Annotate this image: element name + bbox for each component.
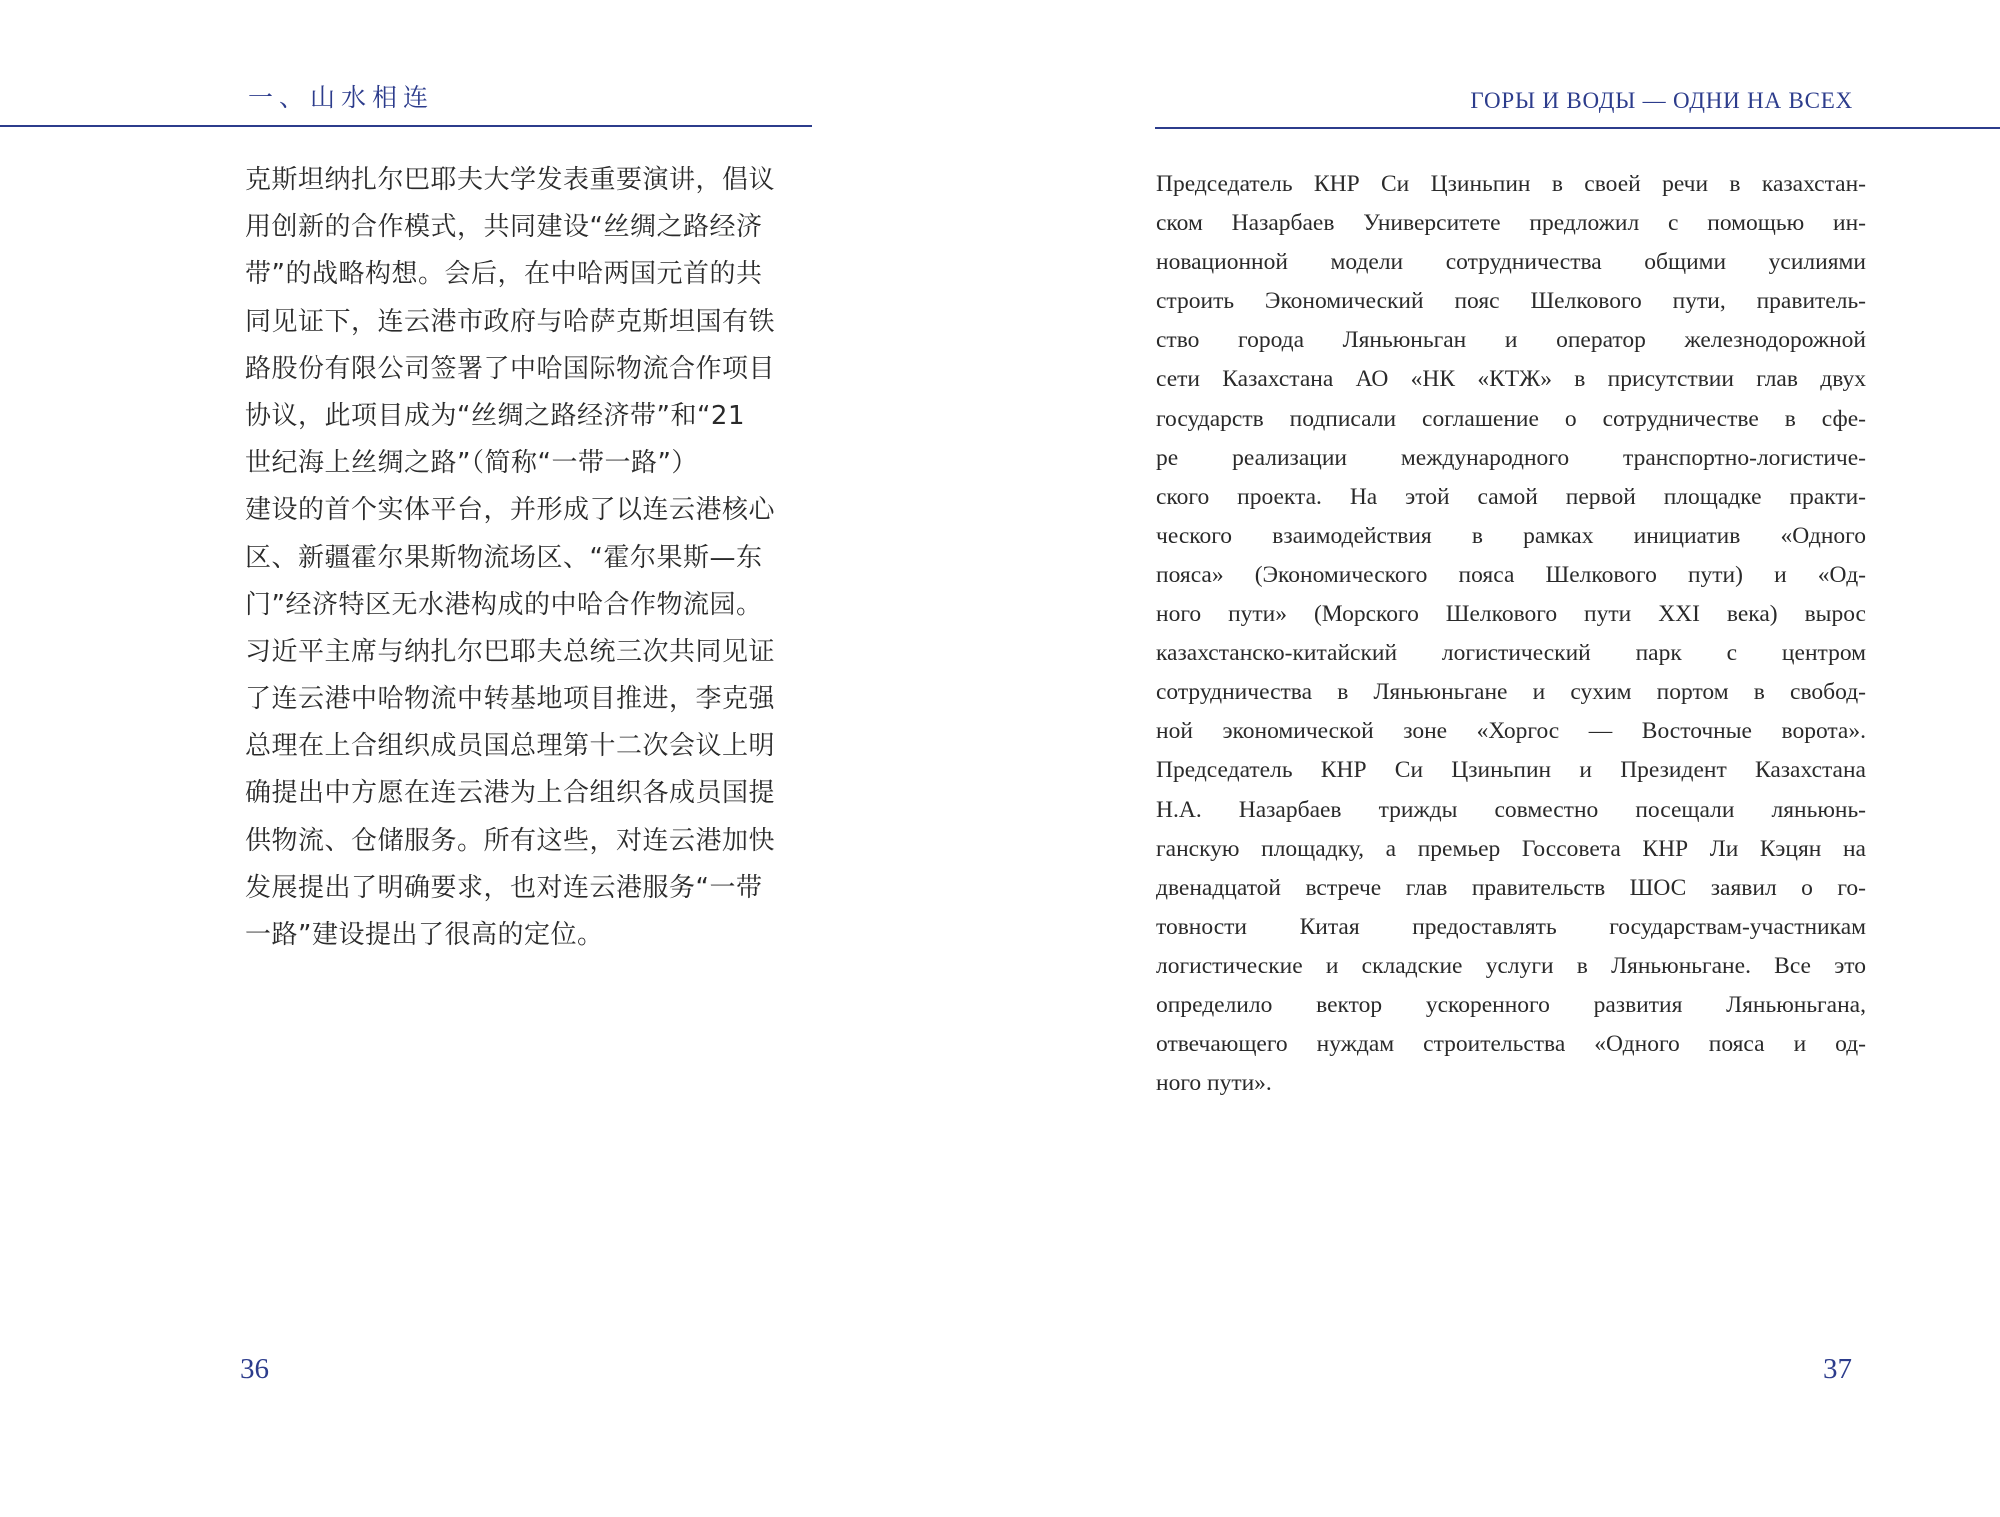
text-line: 区、新疆霍尔果斯物流场区、“霍尔果斯—东 [245, 542, 763, 573]
text-line: товности Китая предоставлять государствам-участникам [1156, 913, 1866, 940]
text-line: новационной модели сотрудничества общими усилиями [1156, 249, 1866, 276]
text-line: 了连云港中哈物流中转基地项目推进，李克强 [245, 684, 776, 715]
text-line: Председатель КНР Си Цзиньпин в своей речи в казахстан- [1156, 171, 1866, 197]
text-line: 路股份有限公司签署了中哈国际物流合作项目 [245, 353, 776, 384]
right-running-header: ГОРЫ И ВОДЫ — ОДНИ НА ВСЕХ [1470, 88, 1853, 113]
text-line: 带”的战略构想。会后，在中哈两国元首的共 [245, 259, 763, 290]
text-line: 供物流、仓储服务。所有这些，对连云港加快 [245, 825, 776, 856]
text-line: пояса» (Экономического пояса Шелкового пути) и «Од- [1156, 561, 1866, 588]
text-line: 习近平主席与纳扎尔巴耶夫总统三次共同见证 [245, 636, 776, 667]
text-line: сотрудничества в Ляньюньгане и сухим портом в свобод- [1156, 679, 1866, 706]
text-line: 同见证下，连云港市政府与哈萨克斯坦国有铁 [245, 306, 776, 337]
right-page-number: 37 [1823, 1353, 1852, 1385]
text-line: казахстанско-китайский логистический парк с центром [1156, 640, 1866, 667]
text-line: ском Назарбаев Университете предложил с помощью ин- [1156, 210, 1866, 237]
text-line: ганскую площадку, а премьер Госсовета КНР Ли Кэцян на [1156, 835, 1866, 862]
text-line: 建设的首个实体平台，并形成了以连云港核心 [245, 495, 776, 526]
left-running-header: 一、山水相连 [248, 83, 435, 112]
text-line: логистические и складские услуги в Ляньюньгане. Все это [1156, 952, 1866, 979]
right-page [1000, 0, 2000, 1517]
text-line: ство города Ляньюньган и оператор железнодорожной [1156, 327, 1866, 354]
russian-body-text [1156, 165, 1866, 1103]
text-line: 克斯坦纳扎尔巴耶夫大学发表重要演讲，倡议 [245, 165, 776, 195]
text-line: Н.А. Назарбаев трижды совместно посещали ляньюнь- [1156, 796, 1866, 823]
text-line: двенадцатой встрече глав правительств ШОС заявил о го- [1156, 874, 1866, 901]
left-page-number: 36 [240, 1353, 269, 1385]
text-line: государств подписали соглашение о сотрудничестве в сфе- [1156, 405, 1866, 432]
text-line: строить Экономический пояс Шелкового пути, правитель- [1156, 288, 1866, 315]
text-line: 用创新的合作模式，共同建设“丝绸之路经济 [245, 212, 763, 243]
text-line: определило вектор ускоренного развития Ляньюньгана, [1156, 991, 1866, 1018]
text-line: сети Казахстана АО «НК «КТЖ» в присутствии глав двух [1156, 366, 1866, 393]
right-header-rule [1155, 127, 2000, 129]
text-line: ческого взаимодействия в рамках инициатив «Одного [1156, 522, 1866, 549]
chinese-body-text [245, 157, 815, 959]
text-line: 世纪海上丝绸之路”（简称“一带一路”） [245, 448, 698, 479]
text-line: 总理在上合组织成员国总理第十二次会议上明 [245, 731, 776, 762]
text-line: ной экономической зоне «Хоргос — Восточные ворота». [1156, 718, 1866, 745]
text-line: ного пути». [1156, 1070, 1272, 1097]
text-line: отвечающего нуждам строительства «Одного пояса и од- [1156, 1031, 1866, 1058]
text-line: ре реализации международного транспортно-логистиче- [1156, 444, 1866, 471]
text-line: 门”经济特区无水港构成的中哈合作物流园。 [245, 589, 763, 620]
text-line: ского проекта. На этой самой первой площадке практи- [1156, 483, 1866, 510]
left-header-rule [0, 125, 812, 127]
text-line: 协议，此项目成为“丝绸之路经济带”和“21 [245, 400, 745, 431]
text-line: ного пути» (Морского Шелкового пути XXI века) вырос [1156, 601, 1866, 628]
text-line: 一路”建设提出了很高的定位。 [245, 920, 604, 950]
text-line: 确提出中方愿在连云港为上合组织各成员国提 [245, 778, 776, 809]
text-line: 发展提出了明确要求，也对连云港服务“一带 [245, 872, 763, 903]
text-line: Председатель КНР Си Цзиньпин и Президент Казахстана [1156, 757, 1866, 784]
